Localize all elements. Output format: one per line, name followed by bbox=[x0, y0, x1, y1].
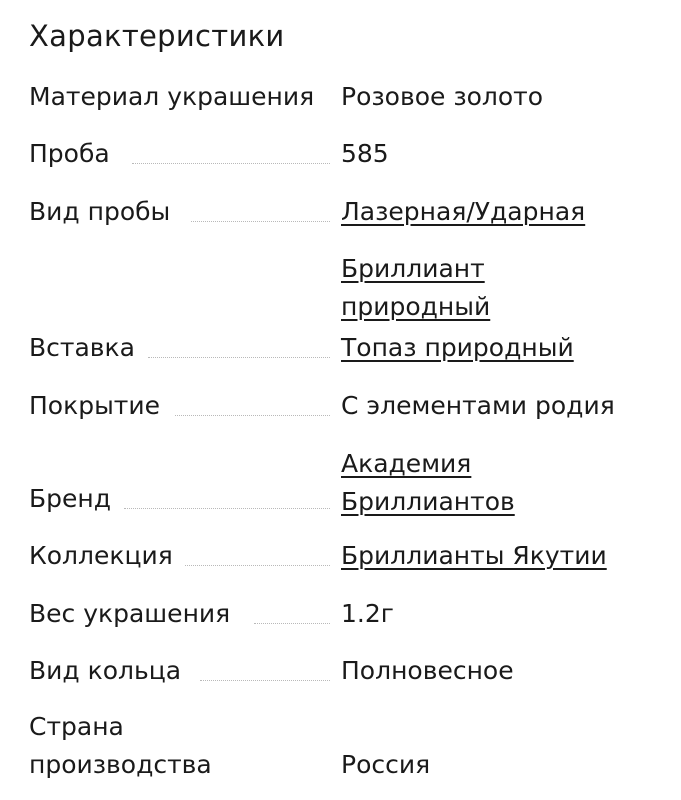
dotted-leader bbox=[175, 415, 330, 416]
spec-value-country: Россия bbox=[341, 750, 431, 779]
spec-value-material: Розовое золото bbox=[341, 82, 544, 111]
dotted-leader bbox=[185, 565, 330, 566]
spec-value-ring-type: Полновесное bbox=[341, 656, 514, 685]
spec-label-country: Страна производства bbox=[29, 712, 212, 779]
spec-value-weight: 1.2г bbox=[341, 599, 394, 628]
spec-link-brand[interactable]: Академия Бриллиантов bbox=[341, 449, 515, 516]
spec-label-ring-type: Вид кольца bbox=[29, 656, 182, 685]
spec-value-proba: 585 bbox=[341, 139, 389, 168]
spec-link-collection[interactable]: Бриллианты Якутии bbox=[341, 541, 607, 570]
spec-label-coating: Покрытие bbox=[29, 391, 160, 420]
spec-label-insert: Вставка bbox=[29, 333, 135, 362]
dotted-leader bbox=[148, 357, 330, 358]
spec-label-brand: Бренд bbox=[29, 484, 112, 513]
spec-link-proba-type[interactable]: Лазерная/Ударная bbox=[341, 197, 586, 226]
spec-label-proba-type: Вид пробы bbox=[29, 197, 171, 226]
dotted-leader bbox=[132, 163, 330, 164]
dotted-leader bbox=[254, 623, 330, 624]
spec-label-collection: Коллекция bbox=[29, 541, 173, 570]
dotted-leader bbox=[191, 221, 330, 222]
section-title: Характеристики bbox=[29, 19, 285, 53]
dotted-leader bbox=[200, 680, 330, 681]
spec-link-insert-diamond[interactable]: Бриллиант природный bbox=[341, 254, 491, 321]
spec-value-coating: С элементами родия bbox=[341, 391, 615, 420]
spec-link-insert-topaz[interactable]: Топаз природный bbox=[341, 333, 574, 362]
dotted-leader bbox=[124, 508, 330, 509]
spec-label-weight: Вес украшения bbox=[29, 599, 231, 628]
spec-label-proba: Проба bbox=[29, 139, 110, 168]
spec-label-material: Материал украшения bbox=[29, 82, 315, 111]
